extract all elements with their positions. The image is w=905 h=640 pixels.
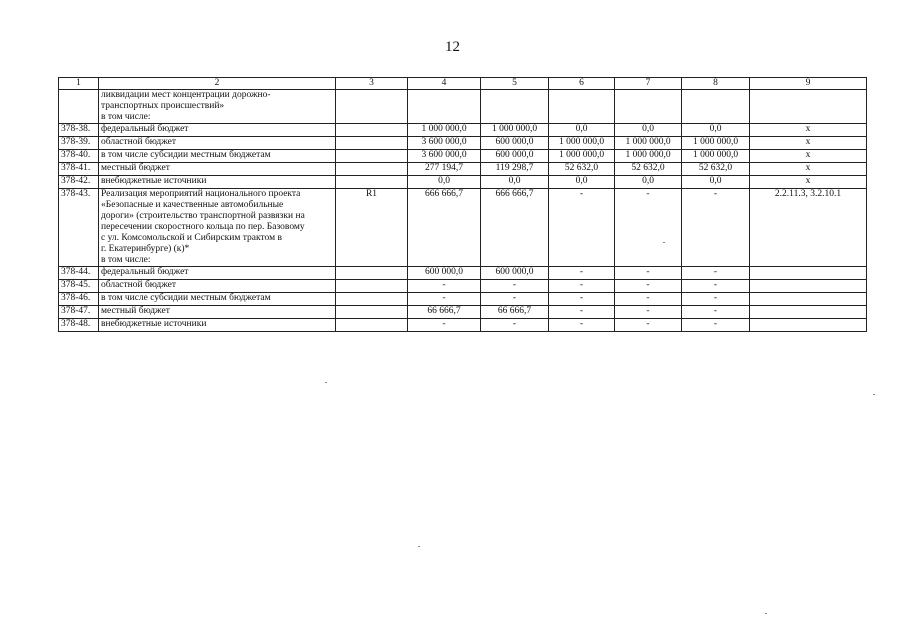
name-line: ликвидации мест концентрации дорожно- [101, 90, 271, 100]
target-ref-cell [750, 267, 867, 280]
name-line: пересечении скоростного кольца по пер. Базовому [101, 222, 305, 232]
name-line: в том числе: [101, 112, 151, 122]
value-cell: 600 000,0 [408, 267, 481, 280]
header-cell: 4 [408, 78, 481, 90]
target-ref-cell [750, 280, 867, 293]
project-name-cell [99, 189, 336, 267]
header-cell: 7 [615, 78, 682, 90]
target-ref-cell: 2.2.11.3, 3.2.10.1 [750, 189, 867, 267]
value-cell: - [615, 189, 682, 267]
row-name-cell: в том числе субсидии местным бюджетам [99, 150, 336, 163]
row-name-cell: внебюджетные источники [99, 319, 336, 332]
row-name-cell: федеральный бюджет [99, 124, 336, 137]
cell [682, 90, 750, 124]
value-cell: 666 666,7 [408, 189, 481, 267]
header-cell: 8 [682, 78, 750, 90]
value-cell: 600 000,0 [481, 267, 549, 280]
table-row [59, 306, 867, 319]
value-cell: - [549, 280, 615, 293]
value-cell: - [549, 267, 615, 280]
table-row [59, 293, 867, 306]
code-cell [336, 319, 408, 332]
row-number-cell: 378-41. [59, 163, 99, 176]
value-cell: - [481, 319, 549, 332]
value-cell: 1 000 000,0 [549, 150, 615, 163]
value-cell: 1 000 000,0 [549, 137, 615, 150]
row-number-cell: 378-47. [59, 306, 99, 319]
value-cell: - [615, 293, 682, 306]
value-cell: - [682, 267, 750, 280]
target-ref-cell: х [750, 150, 867, 163]
row-number-cell: 378-45. [59, 280, 99, 293]
cell [408, 90, 481, 124]
value-cell: 119 298,7 [481, 163, 549, 176]
continuation-name-cell [99, 90, 336, 124]
value-cell: - [408, 280, 481, 293]
code-cell [336, 267, 408, 280]
value-cell: - [408, 319, 481, 332]
header-cell: 1 [59, 78, 99, 90]
scan-speck [765, 613, 767, 614]
name-line: «Безопасные и качественные автомобильные [101, 200, 284, 210]
row-number-cell: 378-42. [59, 176, 99, 189]
value-cell: 600 000,0 [481, 137, 549, 150]
scan-speck [325, 382, 327, 383]
name-line: г. Екатеринбурге) (к)* [101, 244, 190, 254]
value-cell: - [549, 293, 615, 306]
value-cell: 0,0 [408, 176, 481, 189]
value-cell: - [549, 306, 615, 319]
header-cell: 3 [336, 78, 408, 90]
code-cell [336, 293, 408, 306]
header-row [59, 78, 867, 90]
value-cell: - [682, 280, 750, 293]
table-row [59, 280, 867, 293]
row-name-cell: областной бюджет [99, 137, 336, 150]
value-cell: 1 000 000,0 [682, 137, 750, 150]
table-row [59, 163, 867, 176]
row-number-cell [59, 90, 99, 124]
value-cell: - [682, 293, 750, 306]
value-cell: - [682, 319, 750, 332]
value-cell: 0,0 [615, 176, 682, 189]
value-cell: 52 632,0 [682, 163, 750, 176]
scan-speck [873, 394, 875, 395]
value-cell: 1 000 000,0 [615, 150, 682, 163]
value-cell: 52 632,0 [549, 163, 615, 176]
table-row [59, 137, 867, 150]
code-cell [336, 306, 408, 319]
value-cell: - [615, 319, 682, 332]
row-name-cell: местный бюджет [99, 163, 336, 176]
cell [549, 90, 615, 124]
value-cell: - [682, 189, 750, 267]
name-line: в том числе: [101, 255, 151, 265]
value-cell: 1 000 000,0 [481, 124, 549, 137]
cell [615, 90, 682, 124]
target-ref-cell: х [750, 176, 867, 189]
code-cell [336, 137, 408, 150]
value-cell: 1 000 000,0 [615, 137, 682, 150]
value-cell: 600 000,0 [481, 150, 549, 163]
header-cell: 5 [481, 78, 549, 90]
row-number-cell: 378-46. [59, 293, 99, 306]
code-cell [336, 280, 408, 293]
name-line: транспортных происшествий» [101, 101, 225, 111]
name-line: с ул. Комсомольской и Сибирским трактом в [101, 233, 282, 243]
name-line: дороги» (строительство транспортной развязки на [101, 211, 305, 221]
target-ref-cell: х [750, 163, 867, 176]
row-number-cell: 378-43. [59, 189, 99, 267]
row-name-cell: внебюджетные источники [99, 176, 336, 189]
project-row [59, 189, 867, 267]
scan-speck [418, 546, 420, 547]
value-cell: - [615, 267, 682, 280]
value-cell: 0,0 [615, 124, 682, 137]
value-cell: - [481, 280, 549, 293]
value-cell: - [481, 293, 549, 306]
continuation-row [59, 90, 867, 124]
value-cell: 0,0 [481, 176, 549, 189]
value-cell: 1 000 000,0 [408, 124, 481, 137]
target-ref-cell [750, 306, 867, 319]
target-ref-cell [750, 319, 867, 332]
scan-speck [663, 242, 665, 243]
value-cell: - [549, 189, 615, 267]
value-cell: 0,0 [549, 176, 615, 189]
table-row [59, 267, 867, 280]
value-cell: 666 666,7 [481, 189, 549, 267]
value-cell: - [682, 306, 750, 319]
code-cell: R1 [336, 189, 408, 267]
row-number-cell: 378-48. [59, 319, 99, 332]
value-cell: 0,0 [682, 176, 750, 189]
cell [750, 90, 867, 124]
cell [481, 90, 549, 124]
row-name-cell: областной бюджет [99, 280, 336, 293]
value-cell: 66 666,7 [481, 306, 549, 319]
value-cell: - [615, 306, 682, 319]
row-name-cell: местный бюджет [99, 306, 336, 319]
row-name-cell: в том числе субсидии местным бюджетам [99, 293, 336, 306]
code-cell [336, 163, 408, 176]
row-number-cell: 378-38. [59, 124, 99, 137]
name-line: Реализация мероприятий национального проекта [101, 189, 301, 199]
target-ref-cell: х [750, 137, 867, 150]
row-number-cell: 378-44. [59, 267, 99, 280]
row-name-cell: федеральный бюджет [99, 267, 336, 280]
value-cell: - [408, 293, 481, 306]
value-cell: 3 600 000,0 [408, 150, 481, 163]
target-ref-cell [750, 293, 867, 306]
value-cell: 1 000 000,0 [682, 150, 750, 163]
code-cell [336, 176, 408, 189]
table-row [59, 150, 867, 163]
code-cell [336, 124, 408, 137]
row-number-cell: 378-39. [59, 137, 99, 150]
value-cell: - [549, 319, 615, 332]
target-ref-cell: х [750, 124, 867, 137]
header-cell: 9 [750, 78, 867, 90]
value-cell: 0,0 [682, 124, 750, 137]
page-number: 12 [445, 39, 460, 55]
value-cell: 3 600 000,0 [408, 137, 481, 150]
code-cell [336, 150, 408, 163]
value-cell: 277 194,7 [408, 163, 481, 176]
row-number-cell: 378-40. [59, 150, 99, 163]
table-row [59, 124, 867, 137]
header-cell: 6 [549, 78, 615, 90]
value-cell: 52 632,0 [615, 163, 682, 176]
header-cell: 2 [99, 78, 336, 90]
value-cell: 66 666,7 [408, 306, 481, 319]
budget-table [58, 77, 867, 332]
value-cell: 0,0 [549, 124, 615, 137]
cell [336, 90, 408, 124]
table-row [59, 319, 867, 332]
value-cell: - [615, 280, 682, 293]
table-row [59, 176, 867, 189]
